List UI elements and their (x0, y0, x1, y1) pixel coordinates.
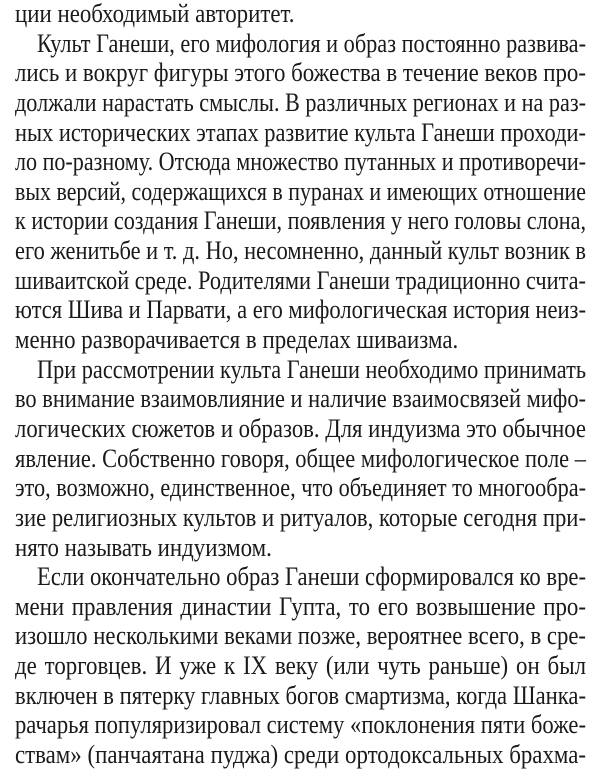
text-line (15, 681, 586, 711)
text-line-content: лись и вокруг фигуры этого божества в течение веков про- (15, 58, 586, 88)
text-line-content: менно разворачивается в пределах шиваизма. (15, 325, 459, 355)
text-line-content: При рассмотрении культа Ганеши необходимо принимать (37, 354, 586, 384)
text-line-content: его женитьбе и т. д. Но, несомненно, данный культ возник в (15, 236, 586, 266)
text-line (15, 444, 586, 474)
text-line (15, 355, 586, 385)
text-line-content: мени правления династии Гупта, то его возвышение про- (15, 591, 586, 621)
text-line (15, 592, 586, 622)
document-page (15, 0, 586, 770)
text-line (15, 266, 586, 296)
text-line-content: ло по-разному. Отсюда множество путанных и противоречи- (15, 147, 586, 177)
text-line (15, 562, 586, 592)
text-line (15, 58, 586, 88)
text-line (15, 236, 586, 266)
text-line-content: де торговцев. И уже к IX веку (или чуть раньше) он был (15, 651, 586, 681)
text-line-content: включен в пятерку главных богов смартизма, когда Шанка- (15, 680, 586, 710)
text-line-content: к истории создания Ганеши, появления у него головы слона, (15, 206, 586, 236)
text-line (15, 206, 586, 236)
text-line (15, 177, 586, 207)
text-line (15, 325, 586, 355)
text-line (15, 414, 586, 444)
text-line-content: зие религиозных культов и ритуалов, которые сегодня при- (15, 502, 586, 532)
text-line-content: нято называть индуизмом. (15, 532, 272, 562)
text-line-content: ются Шива и Парвати, а его мифологическая история неиз- (15, 295, 586, 325)
text-line (15, 533, 586, 563)
text-line (15, 503, 586, 533)
text-line-content: Культ Ганеши, его мифология и образ постоянно развива- (37, 28, 586, 58)
text-line (15, 621, 586, 651)
text-line-content: изошло несколькими веками позже, вероятнее всего, в сре- (15, 621, 586, 651)
text-line-content: ции необходимый авторитет. (15, 0, 295, 28)
text-line (15, 473, 586, 503)
text-line (15, 88, 586, 118)
text-line-content: ных исторических этапах развитие культа Ганеши проходи- (15, 117, 586, 147)
text-line (15, 147, 586, 177)
text-line-content: вых версий, содержащихся в пуранах и имеющих отношение (15, 176, 586, 206)
text-line (15, 29, 586, 59)
text-line-content: ствам» (панчаятана пуджа) среди ортодоксальных брахма- (15, 740, 586, 770)
text-line (15, 295, 586, 325)
text-line-content: логических сюжетов и образов. Для индуизма это обычное (15, 413, 586, 443)
text-line-content: Если окончательно образ Ганеши сформировался ко вре- (37, 562, 586, 592)
text-line-content: это, возможно, единственное, что объединяет то многообра- (15, 473, 586, 503)
text-line-content: во внимание взаимовлияние и наличие взаимосвязей мифо- (15, 384, 586, 414)
text-line-content: шиваитской среде. Родителями Ганеши традиционно счита- (15, 265, 586, 295)
text-line-content: должали нарастать смыслы. В различных регионах и на раз- (15, 87, 586, 117)
text-line (15, 384, 586, 414)
text-line (15, 740, 586, 770)
text-line-content: рачарья популяризировал систему «поклонения пяти боже- (15, 710, 586, 740)
text-line (15, 118, 586, 148)
text-line (15, 651, 586, 681)
text-line (15, 0, 586, 29)
text-line (15, 710, 586, 740)
text-line-content: явление. Собственно говоря, общее мифологическое поле – (15, 443, 586, 473)
